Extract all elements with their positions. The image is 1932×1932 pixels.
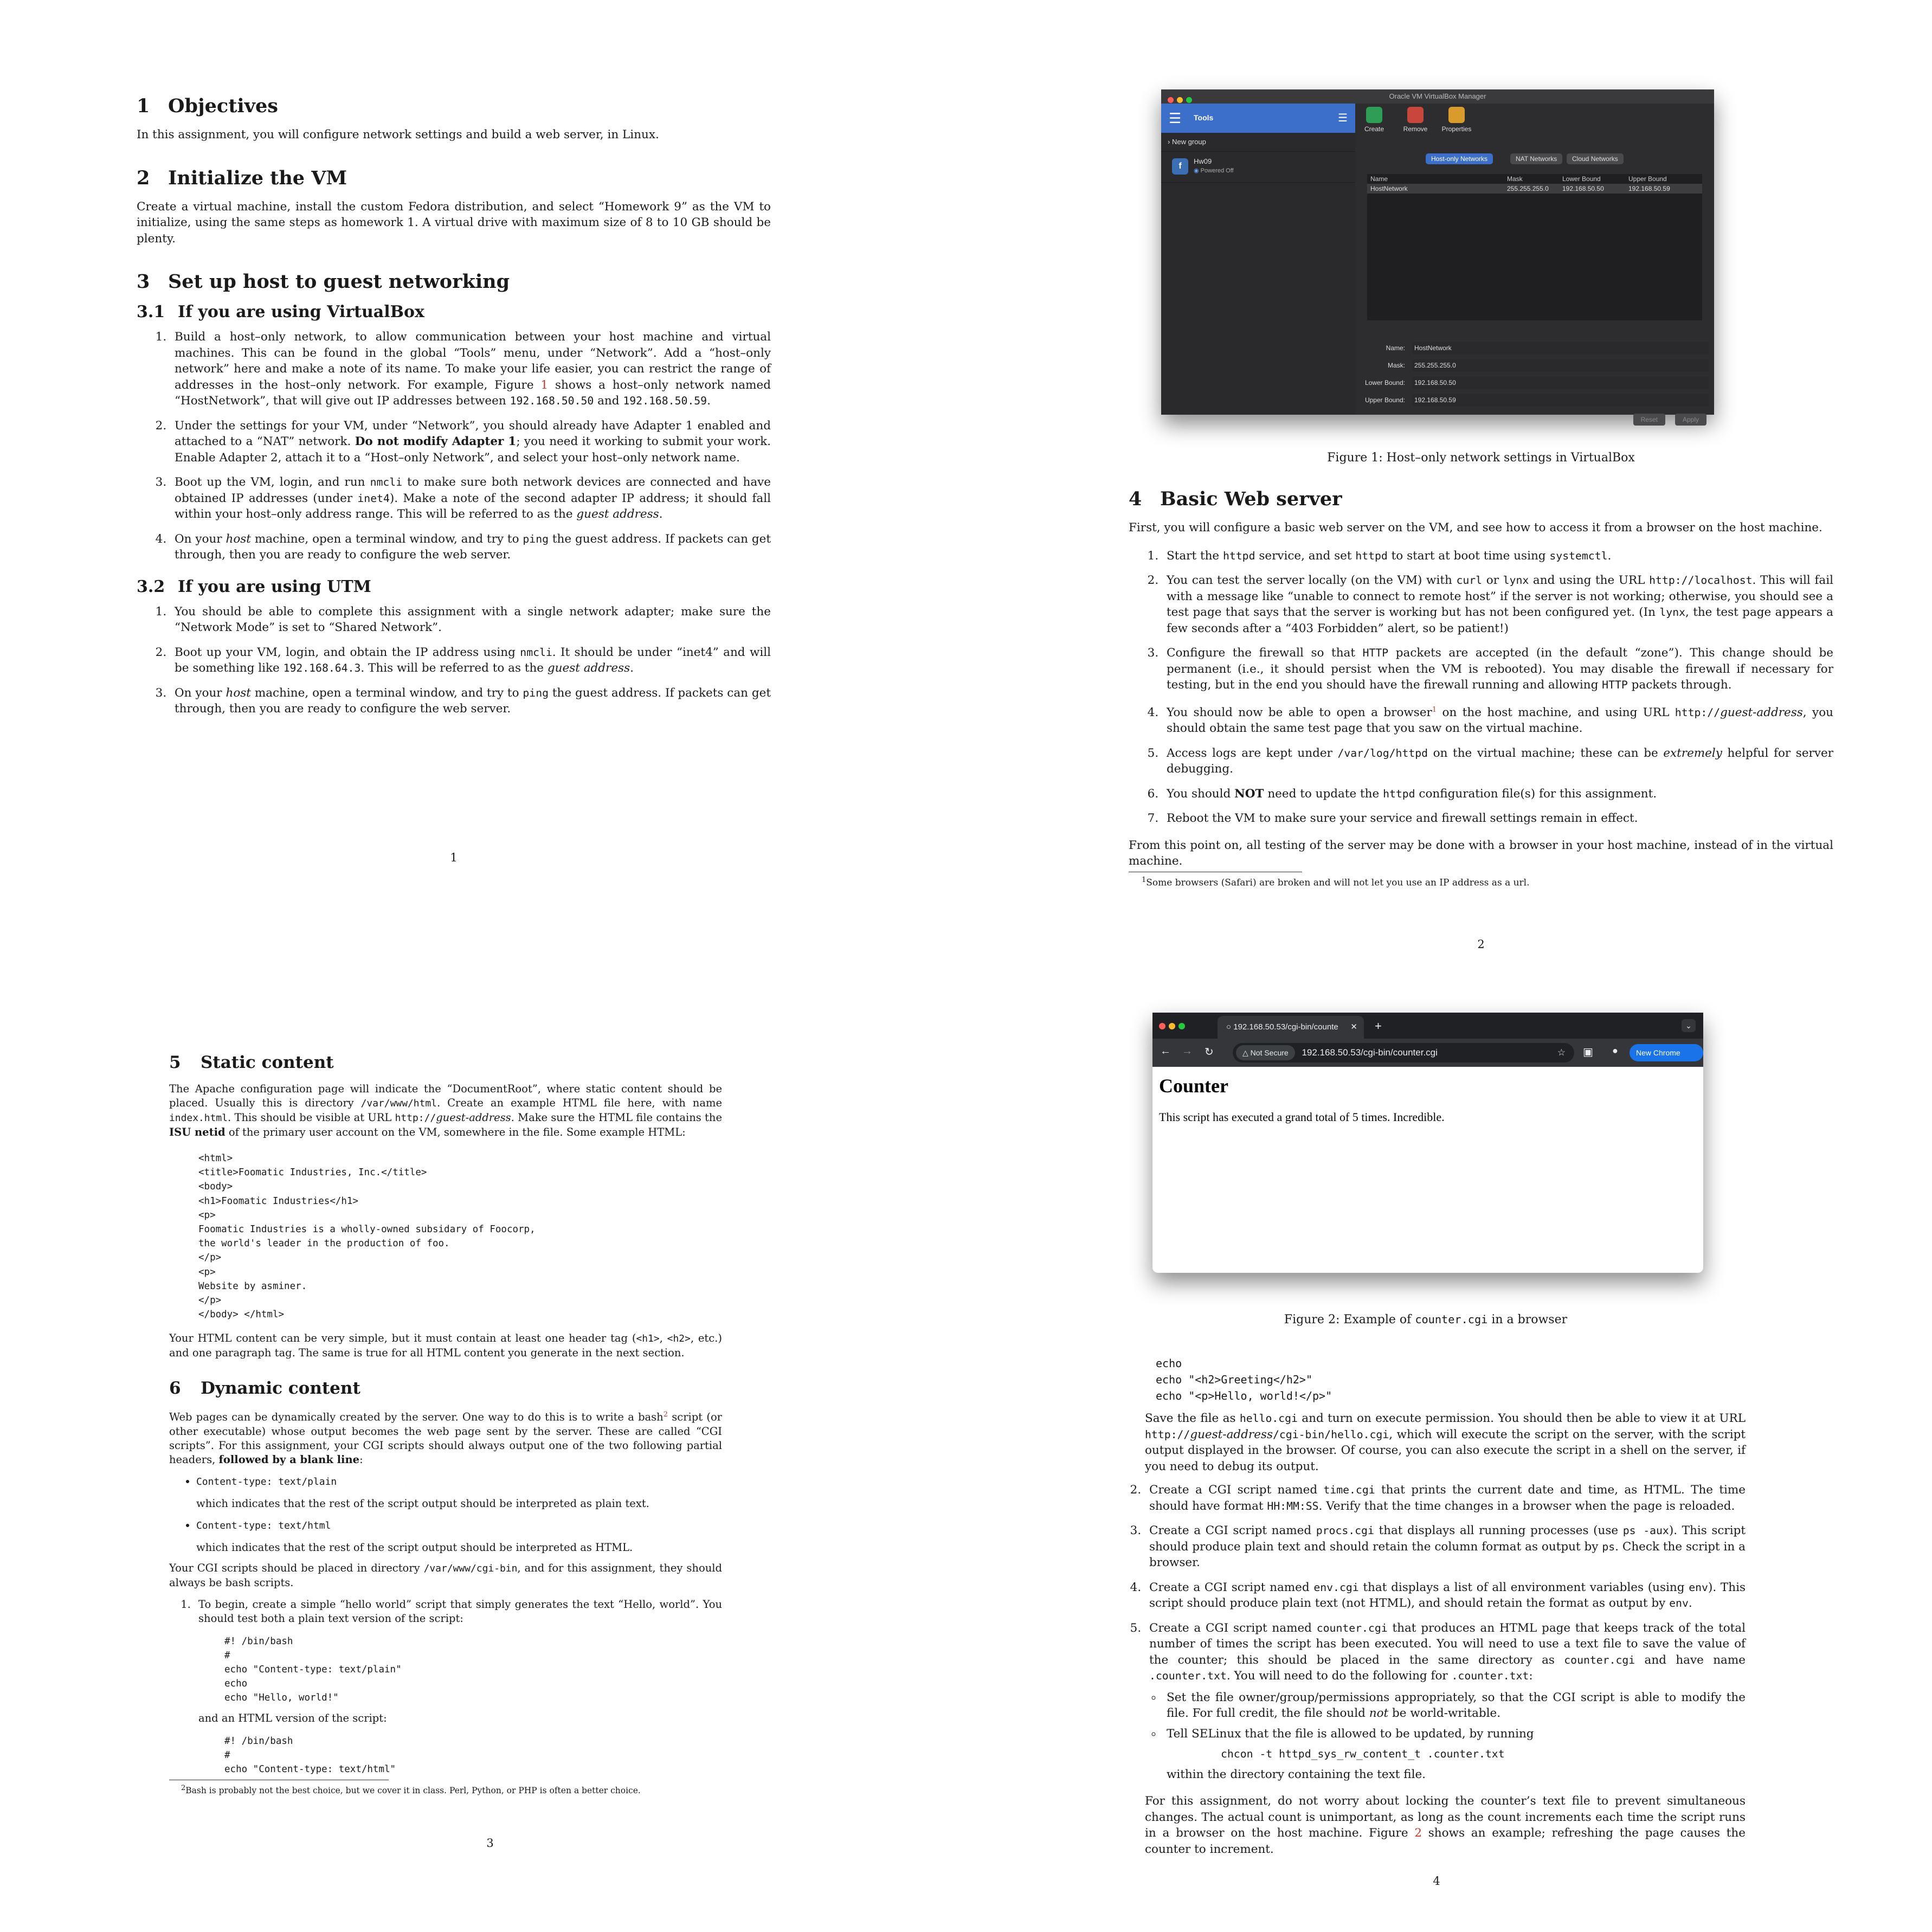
virtualbox-window [1161,89,1714,423]
apply-button[interactable]: Apply [1675,414,1706,426]
update-button[interactable]: New Chrome available ⋮ [1630,1044,1703,1061]
section-dynamic-heading: 6 Dynamic content [169,1379,360,1399]
list-item: 3. Boot up the VM, login, and run nmcli to make sure both network devices are connected and have obtained IP addresses (under inet4). Make a note of the second adapter IP address; it should fall within your host–only address range. This will be referred to as the guest address. [170,474,771,523]
list-item: 2. Boot up your VM, login, and obtain the IP address using nmcli. It should be under “inet4” and will be something like 192.168.64.3. This will be referred to as the guest address. [170,645,771,677]
figure-ref-link[interactable]: 2 [1414,1826,1422,1840]
window-title: Oracle VM VirtualBox Manager [1389,92,1486,100]
locking-note: For this assignment, do not worry about locking the counter’s text file to prevent simultaneous changes. The actual count is unimportant, as long as the count increments each time the script runs in a browser on the host machine. Figure 2 shows an example; refreshing the page causes the counter to increment. [1145,1794,1746,1856]
fedora-icon: f [1172,158,1188,175]
tab-search-icon[interactable]: ⌄ [1682,1019,1696,1032]
footnote-2: $^2$Bash is probably not the best choice, but we cover it in class. Perl, Python, or PHP is often a better choice. [181,1783,641,1796]
minimize-dot[interactable] [1169,1023,1175,1029]
page-number: 3 [486,1837,494,1850]
html-script-code-cont: echo echo "<h2>Greeting</h2>" echo "<p>Hello, world!</p>" [1156,1357,1332,1402]
chcon-command: chcon -t httpd_sys_rw_content_t .counter.txt [1221,1748,1505,1760]
properties-icon [1448,107,1465,123]
lower-bound-field[interactable]: 192.168.50.50 [1412,377,1709,389]
page-number: 2 [1477,938,1485,951]
section-networking-heading: 3 Set up host to guest networking [137,271,510,293]
list-item: • Content-type: text/plain which indicates that the rest of the script output should be interpreted as plain text. [196,1474,722,1511]
vm-state: ◉ Powered Off [1194,168,1234,174]
page-2 [868,0,1932,976]
section-web-server-heading: 4 Basic Web server [1129,488,1342,510]
create-icon [1366,107,1382,123]
tab-strip [1152,1013,1703,1039]
properties-button[interactable]: Properties [1438,107,1476,133]
utm-steps [137,604,771,717]
table-row[interactable]: HostNetwork 255.255.255.0 192.168.50.50 192.168.50.59 [1367,184,1702,194]
close-dot[interactable] [1168,97,1174,103]
section-static-heading: 5 Static content [169,1053,334,1072]
new-tab-icon[interactable]: + [1375,1019,1382,1033]
close-tab-icon[interactable]: ✕ [1350,1022,1357,1032]
list-item: 1. Start the httpd service, and set httpd to start at boot time using systemctl. [1162,548,1833,564]
subsection-virtualbox-heading: 3.1 If you are using VirtualBox [137,302,424,321]
virtualbox-steps [137,329,771,563]
static-outro: Your HTML content can be very simple, but it must contain at least one header tag (<h1>, <h2>, etc.) and one paragraph tag. The same is true for all HTML content you generate in the next section. [169,1332,722,1360]
list-view-icon[interactable]: ☰ [1338,112,1348,124]
back-icon[interactable]: ← [1160,1045,1171,1057]
networks-table [1367,174,1702,320]
cgi-steps-cont [1128,1482,1746,1782]
tab-nat-networks[interactable]: NAT Networks [1510,153,1562,164]
list-item: 3. On your host machine, open a terminal window, and try to ping the guest address. If packets can get through, then you are ready to configure the web server. [170,685,771,717]
url-text[interactable]: 192.168.50.53/cgi-bin/counter.cgi [1302,1047,1438,1058]
static-intro: The Apache configuration page will indicate the “DocumentRoot”, where static content should be placed. Usually this is directory /var/www/html. Create an example HTML file here, with name index.html. This should be visible at URL http://guest-address. Make sure the HTML file contains the ISU netid of the primary user account on the VM, somewhere in the file. Some example HTML: [169,1083,722,1138]
list-item: 4. You should now be able to open a browser$^1$ on the host machine, and using URL http://guest-address, you should obtain the same test page that you saw on the virtual machine. [1162,702,1833,737]
upper-bound-field[interactable]: 192.168.50.59 [1412,394,1709,406]
header-options [169,1474,722,1555]
minimize-dot[interactable] [1177,97,1183,103]
counter-heading: Counter [1159,1075,1228,1097]
group-item[interactable]: › New group [1161,133,1355,152]
extensions-icon[interactable]: ▣ [1583,1046,1593,1058]
list-item: 4. On your host machine, open a terminal window, and try to ping the guest address. If packets can get through, then you are ready to configure the web server. [170,531,771,563]
figure-ref-link[interactable]: 1 [540,378,549,392]
footnote-1: $^1$Some browsers (Safari) are broken and will not let you use an IP address as a url. [1142,875,1530,888]
page-number: 1 [450,851,458,864]
list-item: 5. Access logs are kept under /var/log/httpd on the virtual machine; these can be extremely helpful for server debugging. [1162,745,1833,777]
vbox-main-panel: Create Remove Properties Host-only Networks NAT Networks Cloud Networks Name Mask Lower Bound Upper Bound HostNetwork 255.255.255.0 192.168.50.50 192.168.50.59 Name: HostNetwork Mask: 255.255.255.0 Lower Bound: 192.168.50.50 Upper Bound: 192.168.50.59 Reset Apply [1355,104,1714,415]
profile-icon[interactable]: ● [1612,1045,1618,1056]
toolbar [1152,1039,1703,1074]
cgi-steps [169,1598,722,1776]
list-item: 2. Create a CGI script named time.cgi that prints the current date and time, as HTML. The time should have format HH:MM:SS. Verify that the time changes in a browser when the page is reloaded. [1145,1482,1746,1514]
page-1 [0,0,868,905]
dynamic-intro: Web pages can be dynamically created by the server. One way to do this is to write a bash$^2$ script (or other executable) whose output becomes the web page sent by the server. These are called “CGI scripts”. For this assignment, your CGI scripts should always output one of the two following partial headers, followed by a blank line: [169,1411,722,1466]
footnote-ref[interactable]: 2 [663,1411,668,1419]
figure-1-caption: Figure 1: Host–only network settings in VirtualBox [1327,451,1635,465]
web-server-outro: From this point on, all testing of the server may be done with a browser in your host machine, instead of in the virtual machine. [1129,838,1833,868]
forward-icon[interactable]: → [1182,1045,1193,1057]
cgi-location-text: Your CGI scripts should be placed in directory /var/www/cgi-bin, and for this assignment, they should always be bash scripts. [169,1561,722,1589]
section-initialize-heading: 2 Initialize the VM [137,166,347,189]
tools-icon: ☰ [1169,110,1182,126]
list-item: 4. Create a CGI script named env.cgi that displays a list of all environment variables (using env). This script should produce plain text (not HTML), and should retain the format as output by env. [1145,1580,1746,1612]
warning-icon: △ [1242,1048,1248,1057]
reload-icon[interactable]: ↻ [1205,1046,1214,1058]
list-item: 2. You can test the server locally (on the VM) with curl or lynx and using the URL http://localhost. This will fail with a message like “unable to connect to remote host” if the server is not working; otherwise, you should see a test page that says that the server is working but has not been configured yet. (In lynx, the test page appears a few seconds after a “403 Forbidden” alert, so be patient!) [1162,572,1833,636]
bookmark-star-icon[interactable]: ☆ [1557,1047,1566,1058]
page-4 [802,992,1932,1932]
close-dot[interactable] [1159,1023,1165,1029]
list-item: 1. Build a host–only network, to allow communication between your host machine and virtual machines. This can be found in the global “Tools” menu, under “Network”. Add a “host–only network” here and make a note of its name. To make your life easier, you can restrict the range of addresses in the host–only network. For example, Figure 1 shows a host–only network named “HostNetwork”, that will give out IP addresses between 192.168.50.50 and 192.168.50.59. [170,329,771,409]
subsection-utm-heading: 3.2 If you are using UTM [137,577,371,596]
address-bar[interactable] [1233,1043,1574,1062]
vbox-sidebar [1161,104,1356,415]
web-server-steps [1129,548,1833,827]
mask-field[interactable]: 255.255.255.0 [1412,359,1709,371]
html-script-code: #! /bin/bash # echo "Content-type: text/html" [224,1735,396,1775]
page-content [1152,1067,1703,1129]
list-item: 3. Configure the firewall so that HTTP packets are accepted (in the default “zone”). This change should be permanent (i.e., it should persist when the VM is rebooted). You may disable the firewall if necessary for testing, but in the end you should have the firewall running and allowing HTTP packets through. [1162,645,1833,693]
browser-window [1152,1013,1703,1273]
figure-2-caption: Figure 2: Example of counter.cgi in a browser [1284,1313,1568,1326]
list-item: 1. To begin, create a simple “hello world” script that simply generates the text “Hello, world”. You should test both a plain text version of the script: #! /bin/bash # echo "Content-type: text/plain" echo echo "Hello, world!" and an HTML version of the script: #! /bin/bash # echo "Content-type: text/html" [194,1598,722,1776]
globe-icon: ○ [1226,1022,1232,1032]
list-item: 5. Create a CGI script named counter.cgi that produces an HTML page that keeps track of the total number of times the script has been executed. You will need to use a text file to save the value of the counter; this should be placed in the same directory as counter.cgi and have name .counter.txt. You will need to do the following for .counter.txt: ◦ Set the file owner/group/permissions appropriately, so that the CGI script is able to modify the file. For full credit, the file should not be world-writable. ◦ Tell SELinux that the file is allowed to be updated, by running chcon -t httpd_sys_rw_content_t .counter.txt within the directory containing the text file. [1145,1620,1746,1783]
tab-cloud-networks[interactable]: Cloud Networks [1567,153,1624,164]
list-item: • Content-type: text/html which indicates that the rest of the script output should be interpreted as HTML. [196,1518,722,1555]
vm-item-hw09[interactable]: f Hw09 ◉ Powered Off [1161,152,1355,183]
web-server-intro: First, you will configure a basic web server on the VM, and see how to access it from a browser on the host machine. [1129,521,1822,534]
list-item: 3. Create a CGI script named procs.cgi that displays all running processes (use ps -aux). This script should produce plain text and should retain the column format as output by ps. Check the script in a browser. [1145,1523,1746,1571]
counter-text: This script has executed a grand total of 5 times. Incredible. [1159,1110,1445,1124]
not-secure-chip[interactable]: △ Not Secure [1236,1045,1295,1060]
list-item: 1. You should be able to complete this assignment with a single network adapter; make sure the “Network Mode” is set to “Shared Network”. [170,604,771,636]
hello-cgi-text: Save the file as hello.cgi and turn on execute permission. You should then be able to view it at URL http://guest-address/cgi-bin/hello.cgi, which will execute the script on the server, with the script output displayed in the browser. Of course, you can also execute the script in a shell on the server, if you need to debug its output. [1145,1412,1746,1473]
remove-icon [1407,107,1424,123]
footnote-ref[interactable]: 1 [1432,705,1437,714]
counter-steps [1149,1690,1746,1783]
zoom-dot[interactable] [1178,1023,1185,1029]
list-item: 6. You should NOT need to update the httpd configuration file(s) for this assignment. [1162,786,1833,802]
tools-item[interactable]: ☰ Tools ☰ [1161,104,1355,133]
section-objectives-heading: 1 Objectives [137,95,278,117]
create-button[interactable]: Create [1355,107,1393,133]
chevron-right-icon: › [1168,138,1170,146]
reset-button[interactable]: Reset [1633,414,1665,426]
plain-text-script-code: #! /bin/bash # echo "Content-type: text/plain" echo echo "Hello, world!" [224,1635,402,1703]
name-field[interactable]: HostNetwork [1412,342,1709,354]
zoom-dot[interactable] [1186,97,1192,103]
page-number: 4 [1433,1875,1440,1888]
page-3 [0,992,802,1932]
list-item: 7. Reboot the VM to make sure your service and firewall settings remain in effect. [1162,810,1833,827]
objectives-text: In this assignment, you will configure network settings and build a web server, in Linux. [137,128,659,141]
list-item: ◦ Tell SELinux that the file is allowed to be updated, by running chcon -t httpd_sys_rw_content_t .counter.txt within the directory containing the text file. [1162,1726,1746,1783]
list-item: ◦ Set the file owner/group/permissions appropriately, so that the CGI script is able to modify the file. For full credit, the file should not be world-writable. [1162,1690,1746,1722]
remove-button[interactable]: Remove [1396,107,1434,133]
tab-host-only-networks[interactable]: Host-only Networks [1426,153,1493,164]
table-header: Name Mask Lower Bound Upper Bound [1370,175,1667,183]
power-off-icon: ◉ [1194,168,1199,174]
html-example-code: <html> <title>Foomatic Industries, Inc.</title> <body> <h1>Foomatic Industries</h1> <p> Foomatic Industries is a wholly-owned subsidary of Foocorp, the world's leader in the production of foo. </p> <p> Website by asminer. </p> </body> </html> [198,1153,536,1321]
initialize-text: Create a virtual machine, install the custom Fedora distribution, and select “Homework 9” as the VM to initialize, using the same steps as homework 1. A virtual drive with maximum size of 8 to 10 GB should be plenty. [137,199,771,246]
list-item: 2. Under the settings for your VM, under “Network”, you should already have Adapter 1 enabled and attached to a “NAT” network. Do not modify Adapter 1; you need it working to submit your work. Enable Adapter 2, attach it to a “Host–only Network”, and select your host–only network name. [170,418,771,466]
tab-counter[interactable]: ○ 192.168.50.53/cgi-bin/counte ✕ [1218,1016,1364,1039]
window-titlebar [1161,89,1714,104]
